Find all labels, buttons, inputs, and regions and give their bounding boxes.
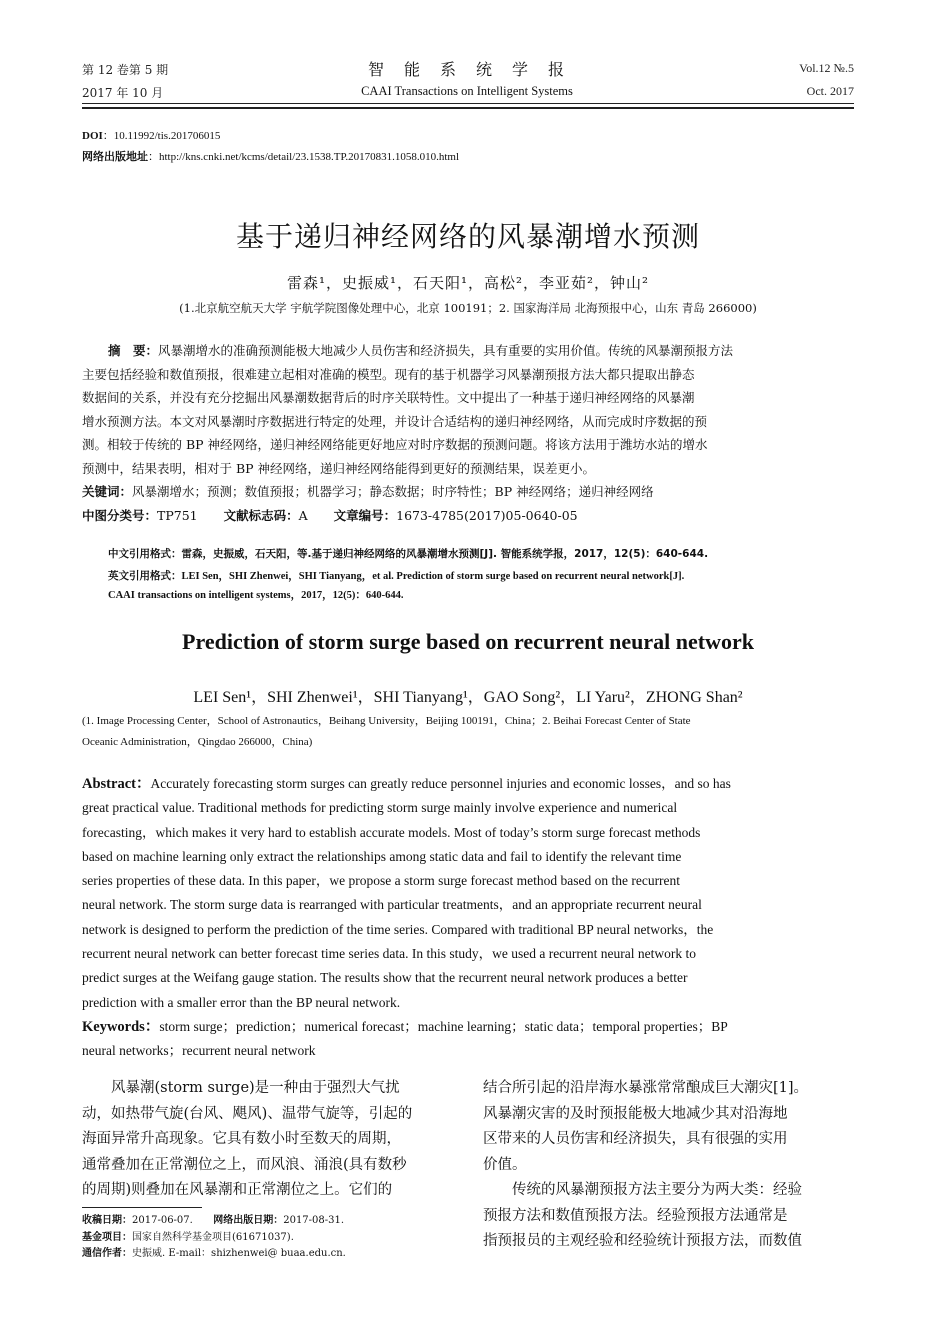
- citation-cn: [108, 545, 854, 564]
- citation-en-label: 英文引用格式：: [108, 570, 182, 582]
- doc-code-label: 文献标志码：: [223, 508, 299, 523]
- body-line: 的周期)则叠加在风暴潮和正常潮位之上。它们的: [82, 1182, 393, 1198]
- abstract-en-label: Abstract：: [82, 776, 151, 792]
- received-label: 收稿日期：: [82, 1215, 132, 1226]
- footnote-rule: [82, 1207, 202, 1208]
- abstract-en-line: prediction with a smaller error than the BP neural network.: [82, 994, 401, 1010]
- citation-en: [108, 567, 854, 586]
- citation-cn-text: 雷森，史振威，石天阳，等.基于递归神经网络的风暴潮增水预测[J]. 智能系统学报，2017，12(5)：640-644.: [181, 548, 709, 560]
- header-date-cn: 2017 年 10 月: [82, 86, 164, 100]
- body-line: 指预报员的主观经验和经验统计预报方法，而数值: [483, 1233, 802, 1249]
- keywords-en-text: storm surge；prediction；numerical forecast；machine learning；static data；temporal properties；BP: [159, 1018, 728, 1034]
- online-date: 2017-08-31.: [283, 1215, 345, 1226]
- title-cn: 基于递归神经网络的风暴潮增水预测: [235, 220, 700, 253]
- citation-en-cont: CAAI transactions on intelligent systems，2017，12(5)：640-644.: [108, 590, 404, 601]
- online-label: 网络出版日期：: [213, 1215, 284, 1226]
- url-value[interactable]: http://kns.cnki.net/kcms/detail/23.1538.TP.20170831.1058.010.html: [159, 151, 460, 163]
- header-rule-thin: [82, 103, 854, 104]
- header-date-en: Oct. 2017: [806, 84, 854, 98]
- abstract-cn-label: 摘 要：: [108, 343, 159, 358]
- affiliation-en-line: (1. Image Processing Center，School of Astronautics，Beihang University，Beijing 100191，China；2. Beihai Forecast Center of State: [82, 715, 691, 727]
- abstract-en-line: forecasting，which makes it very hard to establish accurate models. Most of today’s storm surge forecast methods: [82, 824, 701, 840]
- doi-value: 10.11992/tis.201706015: [113, 130, 221, 142]
- affiliation-en: [82, 711, 854, 753]
- fund-text: 国家自然科学基金项目(61671037).: [132, 1231, 294, 1243]
- abstract-cn-line: 数据间的关系，并没有充分挖掘出风暴潮数据背后的时序关联特性。文中提出了一种基于递归神经网络的风暴潮: [82, 390, 695, 405]
- body-line: 预报方法和数值预报方法。经验预报方法通常是: [483, 1207, 788, 1224]
- abstract-en-line: network is designed to perform the prediction of the time series. Compared with traditional BP neural networks，the: [82, 921, 714, 937]
- abstract-en-line: based on machine learning only extract the relationships among static data and fail to identify the relevant time: [82, 848, 682, 864]
- body-column-left: [82, 1076, 452, 1204]
- abstract-en-line: Accurately forecasting storm surges can greatly reduce personnel injuries and economic losses，and so has: [150, 776, 731, 791]
- affiliation-cn: (1.北京航空航天大学 宇航学院图像处理中心，北京 100191；2. 国家海洋局 北海预报中心，山东 青岛 266000): [179, 301, 757, 315]
- header-volume-cn: 第 12 卷第 5 期: [82, 63, 169, 77]
- clc-label: 中图分类号：: [82, 508, 158, 523]
- article-no-value: 1673-4785(2017)05-0640-05: [396, 508, 578, 523]
- received-date: 2017-06-07.: [132, 1215, 193, 1226]
- corresponding-author-label: 通信作者：: [82, 1248, 132, 1259]
- body-line: 风暴潮灾害的及时预报能极大地减少其对沿海地: [483, 1105, 788, 1122]
- doi-label: DOI: [82, 130, 103, 142]
- abstract-cn-line: 主要包括经验和数值预报，很难建立起相对准确的模型。现有的基于机器学习风暴潮预报方法大都只提取出静态: [82, 366, 695, 382]
- clc-value: TP751: [157, 508, 198, 523]
- keywords-cn: [82, 480, 854, 504]
- doi-line: DOI：10.11992/tis.201706015: [82, 130, 221, 142]
- keywords-en-cont: neural networks；recurrent neural network: [82, 1043, 316, 1059]
- affiliation-en-line: Oceanic Administration，Qingdao 266000，China): [82, 736, 313, 748]
- abstract-en-line: predict surges at the Weifang gauge station. The results show that the recurrent neural network produces a better: [82, 970, 688, 986]
- keywords-cn-label: 关键词：: [82, 484, 133, 499]
- title-en: Prediction of storm surge based on recurrent neural network: [182, 629, 754, 654]
- corresponding-author-text: 史振威. E-mail：shizhenwei@ buaa.edu.cn.: [132, 1248, 346, 1259]
- fund-label: 基金项目：: [82, 1231, 132, 1243]
- authors-cn: 雷森¹，史振威¹，石天阳¹，高松²，李亚茹²，钟山²: [286, 274, 650, 292]
- header-rule-thick: [82, 107, 854, 109]
- article-no-label: 文章编号：: [333, 508, 397, 523]
- body-line: 结合所引起的沿岸海水暴涨常常酿成巨大潮灾[1]。: [483, 1080, 809, 1096]
- body-line: 风暴潮(storm surge)是一种由于强烈大气扰: [82, 1080, 400, 1096]
- header-journal-en: CAAI Transactions on Intelligent Systems: [361, 84, 573, 98]
- doc-code-value: A: [298, 508, 308, 523]
- body-line: 区带来的人员伤害和经济损失，具有很强的实用: [483, 1131, 788, 1147]
- abstract-en: [82, 772, 854, 1064]
- abstract-en-line: neural network. The storm surge data is rearranged with particular treatments，and an appropriate recurrent neural: [82, 897, 702, 913]
- url-line: 网络出版地址：http://kns.cnki.net/kcms/detail/23.1538.TP.20170831.1058.010.html: [82, 151, 460, 163]
- body-line: 海面异常升高现象。它具有数小时至数天的周期，: [82, 1131, 401, 1147]
- body-line: 传统的风暴潮预报方法主要分为两大类：经验: [483, 1182, 802, 1198]
- citation-en-text: LEI Sen，SHI Zhenwei，SHI Tianyang，et al. Prediction of storm surge based on recurrent neural network[J].: [181, 571, 685, 582]
- body-line: 动，如热带气旋(台风、飓风)、温带气旋等，引起的: [82, 1105, 413, 1122]
- keywords-en-label: Keywords：: [82, 1018, 160, 1035]
- body-line: 价值。: [483, 1156, 527, 1173]
- classification-line: [82, 504, 854, 528]
- authors-en: LEI Sen¹，SHI Zhenwei¹，SHI Tianyang¹，GAO Song²，LI Yaru²，ZHONG Shan²: [193, 689, 743, 706]
- footnote: [82, 1213, 462, 1263]
- abstract-cn-line: 测。相较于传统的 BP 神经网络，递归神经网络能更好地应对时序数据的预测问题。将该方法用于潍坊水站的增水: [82, 437, 708, 452]
- abstract-en-line: series properties of these data. In this paper，we propose a storm surge forecast method based on the recurrent: [82, 873, 681, 889]
- header-volume-en: Vol.12 №.5: [799, 61, 854, 75]
- keywords-cn-text: 风暴潮增水；预测；数值预报；机器学习；静态数据；时序特性；BP 神经网络；递归神经网络: [132, 484, 654, 499]
- body-line: 通常叠加在正常潮位之上，而风浪、涌浪(具有数秒: [82, 1156, 407, 1173]
- body-column-right: [483, 1076, 855, 1255]
- abstract-en-line: recurrent neural network can better forecast time series data. In this study，we used a recurrent neural network to: [82, 946, 696, 962]
- abstract-cn-line: 预测中，结果表明，相对于 BP 神经网络，递归神经网络能得到更好的预测结果，误差更小。: [82, 460, 596, 476]
- abstract-cn-line: 风暴潮增水的准确预测能极大地减少人员伤害和经济损失，具有重要的实用价值。传统的风暴潮预报方法: [158, 343, 734, 358]
- header-journal-cn: 智 能 系 统 学 报: [367, 60, 566, 79]
- abstract-en-line: great practical value. Traditional methods for predicting storm surge mainly involve experience and numerical: [82, 800, 678, 816]
- citation-cn-label: 中文引用格式：: [108, 548, 182, 560]
- abstract-cn-line: 增水预测方法。本文对风暴潮时序数据进行特定的处理，并设计合适结构的递归神经网络，从而完成时序数据的预: [82, 413, 708, 429]
- abstract-cn: [82, 339, 854, 480]
- url-label: 网络出版地址: [82, 151, 148, 163]
